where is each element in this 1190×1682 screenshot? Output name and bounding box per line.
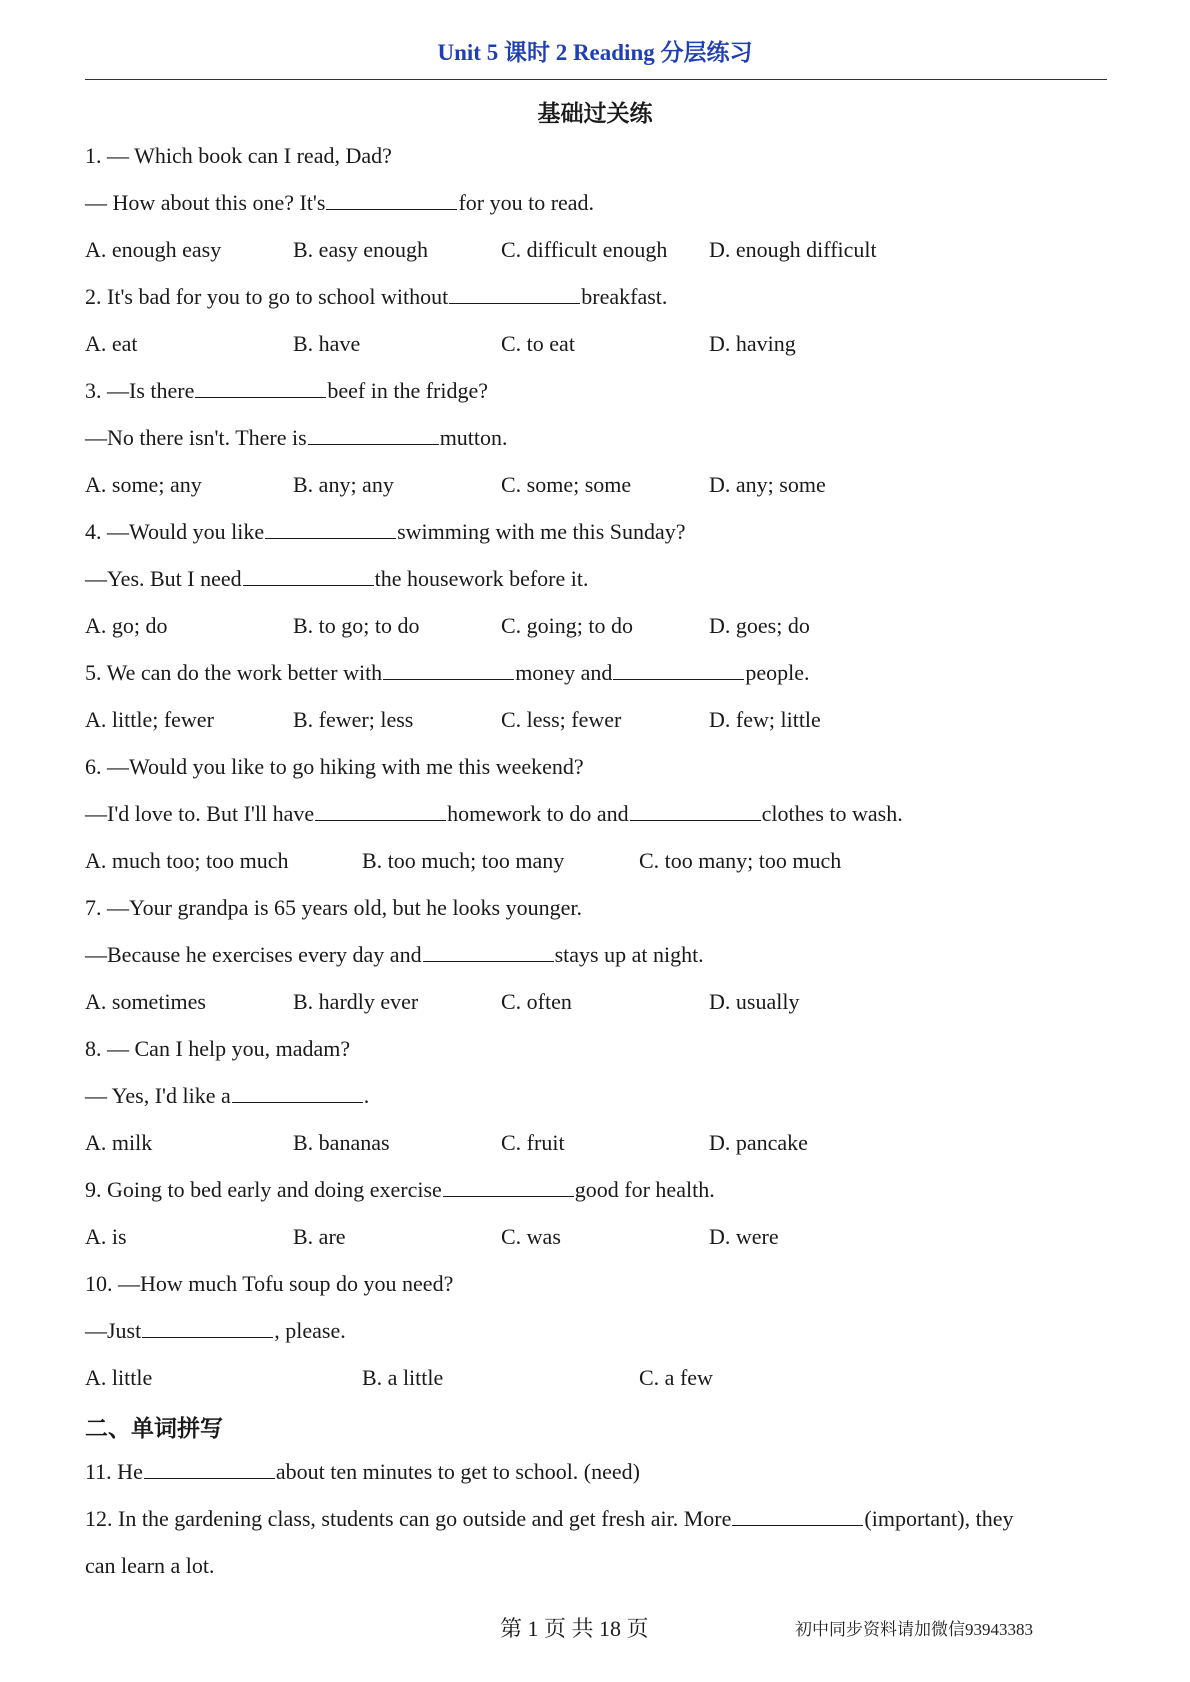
section-heading: 二、单词拼写 [85,1416,223,1441]
question-text: 10. —How much Tofu soup do you need? [85,1271,454,1296]
question-text: people. [745,660,810,685]
answer-blank [449,285,580,304]
question-text: stays up at night. [554,942,704,967]
question-text: swimming with me this Sunday? [397,519,686,544]
answer-option: B. are [293,1224,346,1249]
answer-option: A. enough easy [85,237,222,262]
answer-option: A. go; do [85,613,168,638]
answer-option: D. were [709,1224,779,1249]
footer-note: 初中同步资料请加微信93943383 [795,1620,1033,1639]
answer-option: A. eat [85,331,138,356]
question-text: 7. —Your grandpa is 65 years old, but he looks younger. [85,895,582,920]
question-line [85,566,588,592]
header-rule [85,79,1107,80]
question-line [85,190,594,216]
answer-option: B. a little [362,1365,444,1390]
answer-option: C. a few [639,1365,713,1390]
question-text: (important), they [864,1506,1014,1531]
answer-option: A. milk [85,1130,153,1155]
answer-option: C. often [501,989,572,1014]
question-line [85,1318,346,1344]
answer-option: C. was [501,1224,561,1249]
answer-option: B. any; any [293,472,394,497]
question-text: homework to do and [447,801,629,826]
answer-blank [308,426,439,445]
answer-option: C. too many; too much [639,848,842,873]
question-text: 8. — Can I help you, madam? [85,1036,351,1061]
question-text: good for health. [574,1177,715,1202]
question-text: —Yes. But I need [85,566,242,591]
answer-option: D. usually [709,989,800,1014]
question-text: 6. —Would you like to go hiking with me this weekend? [85,754,584,779]
question-line [85,754,584,780]
question-text: breakfast. [581,284,668,309]
answer-option: D. pancake [709,1130,808,1155]
question-text: —I'd love to. But I'll have [85,801,315,826]
answer-option: A. is [85,1224,127,1249]
answer-option: D. few; little [709,707,821,732]
question-line [85,1083,369,1109]
question-line [85,801,903,827]
spelling-line [85,1553,215,1579]
answer-blank [232,1084,363,1103]
question-text: 9. Going to bed early and doing exercise [85,1177,442,1202]
page-number: 第 1 页 共 18 页 [500,1616,649,1641]
answer-option: A. much too; too much [85,848,289,873]
question-text: — How about this one? It's [85,190,326,215]
answer-option: C. to eat [501,331,575,356]
question-text: —Because he exercises every day and [85,942,422,967]
question-line [85,519,686,545]
question-text: —No there isn't. There is [85,425,307,450]
question-line [85,1036,350,1062]
answer-option: C. some; some [501,472,632,497]
answer-blank [613,661,744,680]
question-line [85,378,488,404]
answer-blank [443,1178,574,1197]
question-line [85,895,582,921]
answer-option: B. easy enough [293,237,429,262]
question-text: — Yes, I'd like a [85,1083,231,1108]
answer-option: A. little [85,1365,153,1390]
answer-option: B. to go; to do [293,613,420,638]
question-line [85,1271,453,1297]
answer-option: C. going; to do [501,613,634,638]
answer-option: D. any; some [709,472,826,497]
question-line [85,284,667,310]
question-text: for you to read. [458,190,595,215]
answer-option: C. difficult enough [501,237,668,262]
question-text: beef in the fridge? [327,378,488,403]
question-line [85,942,704,968]
answer-option: C. less; fewer [501,707,622,732]
answer-blank [423,943,554,962]
question-text: mutton. [439,425,508,450]
answer-blank [142,1319,273,1338]
spelling-line [85,1506,1013,1532]
document-header: Unit 5 课时 2 Reading 分层练习 [437,40,753,65]
answer-option: B. hardly ever [293,989,419,1014]
question-text: 4. —Would you like [85,519,265,544]
answer-blank [315,802,446,821]
section-title: 基础过关练 [537,101,653,126]
answer-blank [144,1460,275,1479]
answer-blank [383,661,514,680]
question-text: . [363,1083,370,1108]
answer-blank [195,379,326,398]
answer-option: D. having [709,331,796,356]
question-text: 2. It's bad for you to go to school without [85,284,449,309]
question-text: money and [515,660,613,685]
question-text: can learn a lot. [85,1553,215,1578]
question-line [85,660,810,686]
question-text: clothes to wash. [761,801,903,826]
answer-option: B. have [293,331,361,356]
question-text: 1. — Which book can I read, Dad? [85,143,392,168]
question-line [85,425,508,451]
question-text: 12. In the gardening class, students can go outside and get fresh air. More [85,1506,732,1531]
answer-option: B. too much; too many [362,848,565,873]
answer-option: D. goes; do [709,613,810,638]
question-text: 5. We can do the work better with [85,660,383,685]
answer-blank [326,191,457,210]
question-text: , please. [274,1318,346,1343]
answer-blank [265,520,396,539]
answer-option: B. fewer; less [293,707,414,732]
question-text: —Just [85,1318,142,1343]
answer-option: A. some; any [85,472,202,497]
question-text: 11. He [85,1459,143,1484]
answer-blank [630,802,761,821]
answer-option: B. bananas [293,1130,390,1155]
spelling-line [85,1459,640,1485]
answer-blank [243,567,374,586]
question-line [85,1177,715,1203]
answer-blank [732,1507,863,1526]
answer-option: D. enough difficult [709,237,877,262]
question-text: 3. —Is there [85,378,195,403]
answer-option: C. fruit [501,1130,565,1155]
answer-option: A. little; fewer [85,707,214,732]
question-text: the housework before it. [374,566,589,591]
question-text: about ten minutes to get to school. (need) [275,1459,640,1484]
answer-option: A. sometimes [85,989,206,1014]
question-line [85,143,392,169]
